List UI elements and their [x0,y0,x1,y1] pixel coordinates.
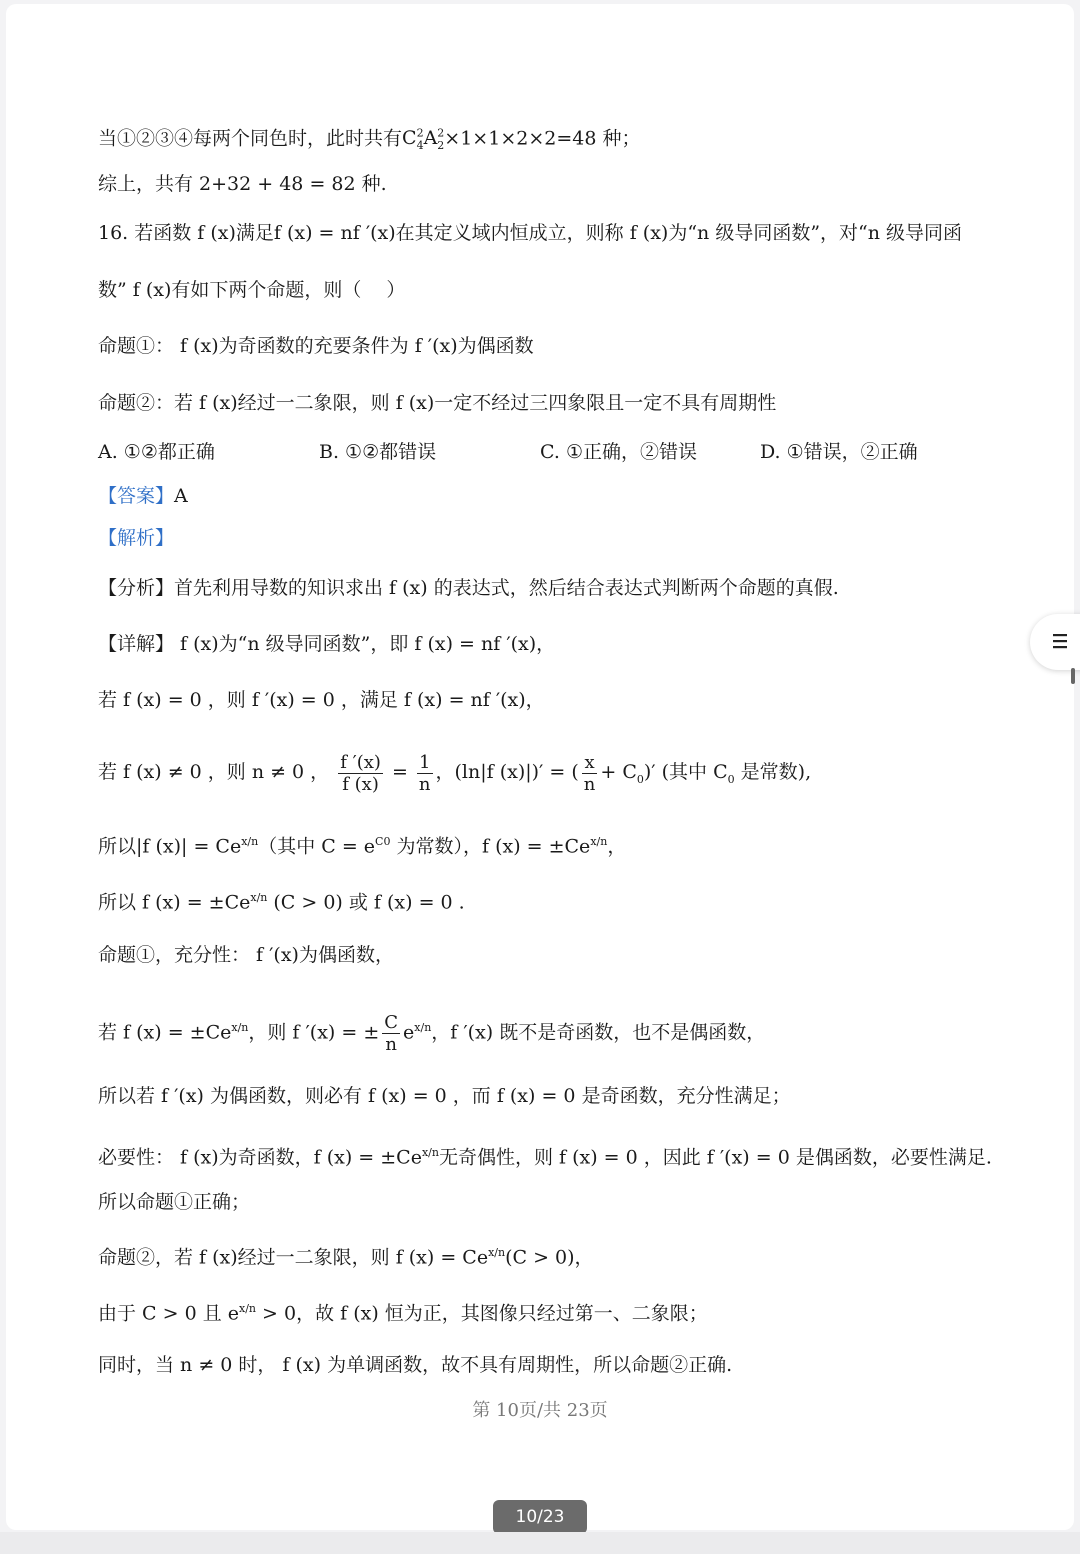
option-d: D. ①错误，②正确 [760,441,918,463]
scrollbar-thumb[interactable] [1071,668,1075,684]
page-indicator: 10/23 [493,1500,587,1534]
option-b: B. ①②都错误 [319,441,437,463]
detail-intro: 【详解】 f (x)为“n 级导同函数”，即 f (x) = nf ′(x)， [98,633,556,655]
solution-step: 所以 f $(x) = \pm Ce^{x/n}$ (C > 0) 或 f (x) = 0 . [98,891,465,914]
option-c: C. ①正确，②错误 [540,441,697,463]
analysis-tag: 【解析】 [98,527,175,549]
solution-step: 必要性： f (x)为奇函数，f $(x) = \pm Ce^{x/n}$无奇偶性，则 f (x) = 0 ，因此 f ′(x) = 0 是偶函数，必要性满足. [98,1146,992,1169]
solution-step: 若 f $(x) = \pm Ce^{x/n}$，则 f ′(x) = ± $\frac{C}{n}$ $e^{x/n}$，f ′(x) 既不是奇函数，也不是偶函数， [98,1011,766,1055]
hamburger-menu-icon [1050,632,1070,650]
answer-line [98,484,188,508]
text-line: 综上，共有 2+32 + 48 = 82 种. [98,173,387,195]
solution-step: 命题①，充分性： f ′(x)为偶函数， [98,944,394,966]
solution-step: 由于 C > 0 且 $e^{x/n} > 0$，故 f (x) 恒为正，其图像只经过第一、二象限； [98,1302,708,1325]
solution-step: 所以若 f ′(x) 为偶函数，则必有 f (x) = 0 ，而 f (x) = 0 是奇函数，充分性满足； [98,1085,791,1107]
solution-step: 所以命题①正确； [98,1191,251,1213]
solution-step: 命题②，若 f (x)经过一二象限，则 f $(x) = Ce^{x/n}(C > 0)$， [98,1246,594,1269]
proposition-1: 命题①： f (x)为奇函数的充要条件为 f ′(x)为偶函数 [98,335,534,357]
page-footer: 第 10页/共 23页 [472,1400,608,1421]
question-16-line2: 数” f (x)有如下两个命题，则（ ） [98,279,406,301]
text-line: 当①②③④每两个同色时，此时共有$C^2_4A^2_2\times 1\times 1\times 2\times 2=48$ 种； [98,127,641,153]
bottom-bar [0,1532,1080,1554]
solution-step: 若 f (x) = 0 ，则 f ′(x) = 0 ，满足 f (x) = nf ′(x)， [98,689,545,711]
solution-step: 所以|f $(x)| = Ce^{x/n}$（其中 $C = e^{C0}$ 为常数），f $(x) = \pm Ce^{x/n}$， [98,835,627,858]
menu-button[interactable] [1030,614,1080,670]
question-16-line1: 16. 若函数 f (x)满足f (x) = nf ′(x)在其定义域内恒成立，则称 f (x)为“n 级导同函数”，对“n 级导同函 [98,222,963,244]
answer-tag: 【答案】 [98,485,175,507]
solution-step: 同时，当 n ≠ 0 时， f (x) 为单调函数，故不具有周期性，所以命题②正确. [98,1354,733,1376]
option-a: A. ①②都正确 [98,441,215,463]
answer-value: A [174,485,188,507]
analysis-text: 【分析】首先利用导数的知识求出 f (x) 的表达式，然后结合表达式判断两个命题的真假. [98,577,839,599]
solution-step: 若 f (x) ≠ 0 ，则 n ≠ 0 ， $\frac{f '(x)}{f (x)}$ = $\frac{1}{n}$ ，(ln|f (x)|)′ = ( $\frac{x}{n}$ + $C_0)'$ (其中 $C_0$ 是常数), [98,751,812,795]
proposition-2: 命题②：若 f (x)经过一二象限，则 f (x)一定不经过三四象限且一定不具有周期性 [98,392,777,414]
